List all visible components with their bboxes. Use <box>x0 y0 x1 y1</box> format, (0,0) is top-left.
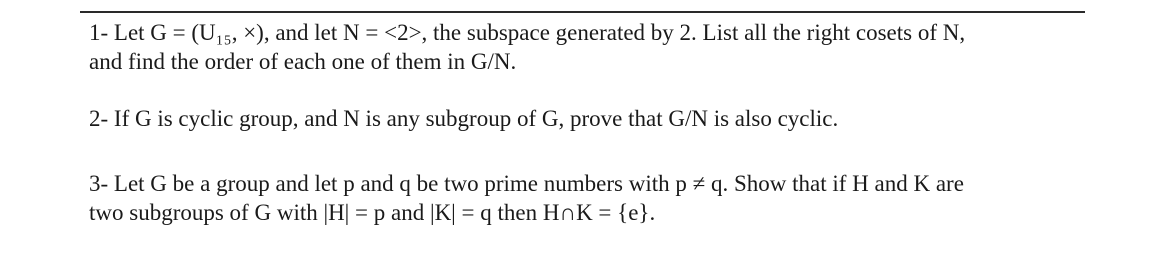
problem-3-line-1: 3- Let G be a group and let p and q be two prime numbers with p ≠ q. Show that if H and K are <box>89 171 964 196</box>
problem-1-line-2: and find the order of each one of them in G/N. <box>89 49 517 74</box>
problem-1 <box>89 18 1164 76</box>
problem-1-line-1: 1- Let G = (U₁₅, ×), and let N = <2>, the subspace generated by 2. List all the right cosets of N, <box>89 20 966 45</box>
top-divider <box>80 11 1085 13</box>
problem-2-line-1: 2- If G is cyclic group, and N is any subgroup of G, prove that G/N is also cyclic. <box>89 106 839 131</box>
problem-3-line-2: two subgroups of G with |H| = p and |K| = q then H∩K = {e}. <box>89 200 656 225</box>
problem-2 <box>89 104 1164 133</box>
problem-3 <box>89 169 1164 227</box>
